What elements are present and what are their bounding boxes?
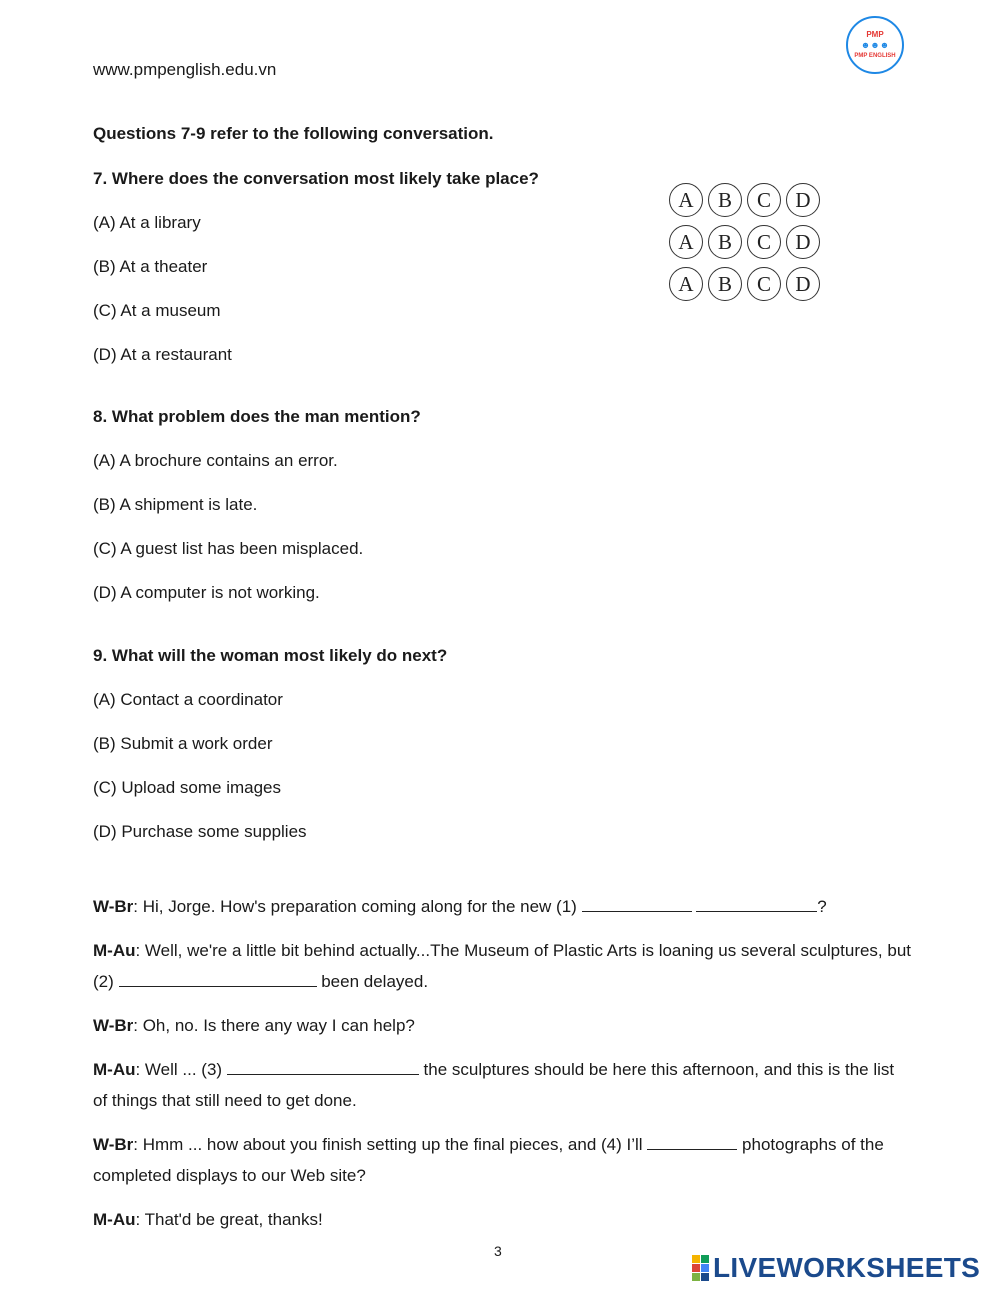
question-8-option-b: (B) A shipment is late.: [93, 495, 258, 514]
blank-1a[interactable]: [582, 894, 692, 912]
dialogue-line-2: [93, 935, 913, 997]
answer-bubble-8a[interactable]: A: [669, 225, 703, 259]
question-8-option-a: (A) A brochure contains an error.: [93, 451, 338, 470]
logo-top-text: PMP: [866, 30, 884, 39]
question-9-option-d: (D) Purchase some supplies: [93, 822, 307, 841]
liveworksheets-logo: [692, 1252, 980, 1284]
speaker-label: W-Br: [93, 1135, 134, 1154]
answer-bubble-8b[interactable]: B: [708, 225, 742, 259]
site-url: www.pmpenglish.edu.vn: [93, 60, 277, 79]
people-icon: ☻☻☻: [860, 40, 890, 50]
dialogue-line-1: [93, 891, 913, 922]
answer-bubble-9c[interactable]: C: [747, 267, 781, 301]
answer-bubble-9b[interactable]: B: [708, 267, 742, 301]
answer-bubble-7a[interactable]: A: [669, 183, 703, 217]
answer-bubble-7c[interactable]: C: [747, 183, 781, 217]
question-8-option-c: (C) A guest list has been misplaced.: [93, 539, 364, 558]
dialogue-text: the sculptures should be here this afternoon, and this is the list of things that still need to get done.: [93, 1060, 895, 1110]
speaker-label: W-Br: [93, 897, 134, 916]
speaker-label: M-Au: [93, 941, 136, 960]
question-9-option-a: (A) Contact a coordinator: [93, 690, 283, 709]
dialogue-text: ?: [817, 897, 827, 916]
answer-bubble-7d[interactable]: D: [786, 183, 820, 217]
question-7-prompt: 7. Where does the conversation most likely take place?: [93, 169, 539, 188]
dialogue-text: : Oh, no. Is there any way I can help?: [133, 1016, 415, 1035]
question-7-option-d: (D) At a restaurant: [93, 345, 232, 364]
answer-row-7: [669, 183, 820, 217]
question-7-option-c: (C) At a museum: [93, 301, 221, 320]
answer-bubble-8d[interactable]: D: [786, 225, 820, 259]
dialogue-text: : Hmm ... how about you finish setting up the final pieces, and (4) I’ll: [133, 1135, 648, 1154]
answer-row-9: [669, 267, 820, 301]
dialogue-text: : Well, we're a little bit behind actually...The Museum of Plastic Arts is loaning us several sculptures, but (2): [93, 941, 912, 991]
blank-4[interactable]: [647, 1132, 737, 1150]
page-number: 3: [494, 1243, 502, 1259]
answer-bubble-7b[interactable]: B: [708, 183, 742, 217]
liveworksheets-blocks-icon: [692, 1255, 709, 1281]
speaker-label: W-Br: [93, 1016, 134, 1035]
dialogue-text: : That'd be great, thanks!: [135, 1210, 323, 1229]
question-8-prompt: 8. What problem does the man mention?: [93, 407, 421, 426]
blank-2[interactable]: [119, 969, 317, 987]
logo-caption: PMP ENGLISH: [854, 53, 896, 59]
dialogue-line-5: [93, 1129, 913, 1191]
dialogue-text: been delayed.: [316, 972, 429, 991]
answer-row-8: [669, 225, 820, 259]
speaker-label: M-Au: [93, 1060, 136, 1079]
question-9-option-c: (C) Upload some images: [93, 778, 282, 797]
question-8-option-d: (D) A computer is not working.: [93, 583, 320, 602]
dialogue-text: photographs of the completed displays to our Web site?: [93, 1135, 884, 1185]
question-7-option-a: (A) At a library: [93, 213, 201, 232]
dialogue-text: : Well ... (3): [135, 1060, 227, 1079]
question-7-option-b: (B) At a theater: [93, 257, 208, 276]
blank-3[interactable]: [227, 1057, 419, 1075]
speaker-label: M-Au: [93, 1210, 136, 1229]
questions-intro: Questions 7-9 refer to the following conversation.: [93, 124, 494, 143]
blank-1b[interactable]: [696, 894, 817, 912]
answer-bubble-9a[interactable]: A: [669, 267, 703, 301]
pmp-english-logo: [846, 16, 904, 74]
dialogue-line-3: [93, 1010, 913, 1041]
dialogue-line-4: [93, 1054, 913, 1116]
liveworksheets-wordmark: LIVEWORKSHEETS: [713, 1252, 981, 1283]
question-9-prompt: 9. What will the woman most likely do next?: [93, 646, 448, 665]
dialogue-line-6: [93, 1204, 913, 1235]
answer-bubble-8c[interactable]: C: [747, 225, 781, 259]
question-9-option-b: (B) Submit a work order: [93, 734, 273, 753]
dialogue-text: : Hi, Jorge. How's preparation coming along for the new (1): [133, 897, 582, 916]
answer-bubble-9d[interactable]: D: [786, 267, 820, 301]
